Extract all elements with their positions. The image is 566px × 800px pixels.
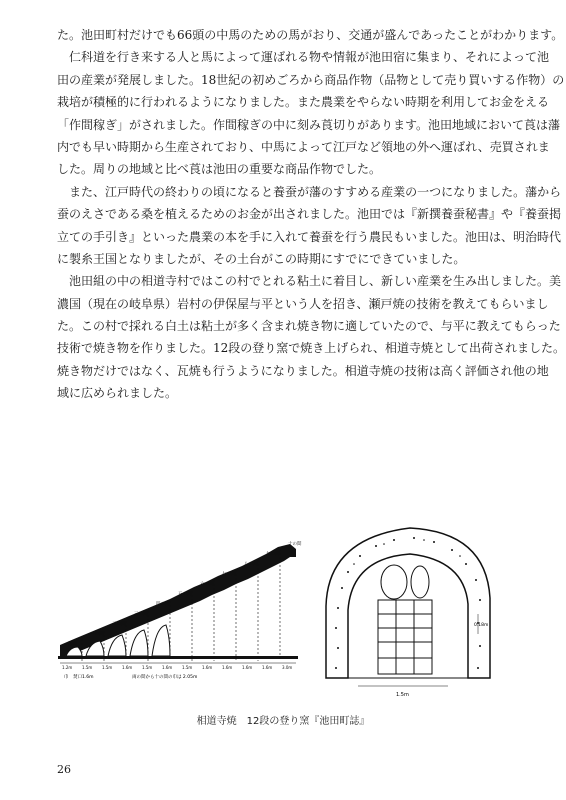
chamber-label: 八の間: [244, 562, 258, 567]
chamber-label: 十の間: [288, 542, 302, 547]
width-label: 1.5m: [102, 665, 113, 670]
width-label: 1.5m: [82, 665, 93, 670]
text-line: した。周りの地域と比べ莨は池田の重要な商品作物でした。: [57, 162, 382, 177]
text-line: 田の産業が発展しました。18世紀の初めごろから商品作物（品物として売り買いする作物）の: [57, 72, 565, 87]
width-label: 1.6m: [122, 665, 133, 670]
text-line: 内でも早い時期から生産されており、中馬によって江戸など領地の外へ運ばれ、売買されま: [57, 139, 550, 154]
chamber-label: 三の間: [134, 612, 148, 617]
chamber-label: 四の間: [156, 602, 170, 607]
kiln-footnote-left: 巾 焚口1.6m: [64, 675, 94, 680]
chamber-label: 二の間: [112, 622, 126, 627]
chamber-height-label: 0.18m: [474, 623, 489, 628]
chamber-label: 捨間: [68, 642, 77, 647]
page-number: 26: [57, 763, 71, 776]
text-line: た。池田町村だけでも66頭の中馬のための馬がおり、交通が盛んであったことがわかります。: [57, 28, 564, 42]
text-line: 「作間稼ぎ」がされました。作間稼ぎの中に刻み莨切りがあります。池田地域において莨は藩: [57, 117, 561, 132]
chamber-width-label: 1.5m: [396, 692, 409, 698]
width-label: 1.5m: [142, 665, 153, 670]
kiln-cross-section-figure: [52, 535, 310, 695]
text-line: 立ての手引き』といった農業の本を手に入れて養蚕を行う農民もいました。池田は、明治時代: [57, 229, 562, 244]
chamber-label: 五の間: [178, 592, 192, 597]
chamber-label: 七の間: [222, 572, 236, 577]
width-label: 1.2m: [62, 665, 73, 670]
chamber-label: 一の間: [90, 632, 104, 637]
figure-caption: 相道寺焼 12段の登り窯『池田町誌』: [196, 716, 370, 727]
text-line: 濃国（現在の岐阜県）岩村の伊保屋与平という人を招き、瀬戸焼の技術を教えてもらいまし: [57, 296, 549, 311]
width-label: 1.6m: [242, 665, 253, 670]
text-line: た。この村で採れる白土は粘土が多く含まれ焼き物に適していたので、与平に教えてもらった: [57, 319, 561, 334]
chamber-label: 九の間: [266, 552, 280, 557]
text-line: 域に広められました。: [57, 386, 178, 401]
text-line: 栽培が積極的に行われるようになりました。また農業をやらない時期を利用してお金をえる: [57, 95, 550, 110]
body-text: [57, 24, 565, 405]
kiln-footnote-mid: 両の間から十の間の巾は 2.05m: [132, 675, 198, 680]
width-label: 1.5m: [182, 665, 193, 670]
text-line: 焼き物だけではなく、瓦焼も行うようになりました。相道寺焼の技術は高く評価され他の地: [57, 363, 549, 378]
width-label: 1.6m: [222, 665, 233, 670]
width-label: 1.6m: [262, 665, 273, 670]
text-line: 技術で焼き物を作りました。12段の登り窯で焼き上げられ、相道寺焼として出荷されました。: [57, 341, 565, 356]
width-label: 1.6m: [162, 665, 173, 670]
text-line: 池田組の中の相道寺村ではこの村でとれる粘土に着目し、新しい産業を生み出しました。美: [57, 274, 562, 289]
width-label: 3.0m: [282, 665, 293, 670]
text-line: 蚕のえさである桑を植えるためのお金が出されました。池田では『新撰養蚕秘書』や『養蚕掲: [57, 207, 562, 222]
text-line: また、江戸時代の終わりの頃になると養蚕が藩のすすめる産業の一つになりました。藩から: [57, 184, 562, 199]
width-label: 1.6m: [202, 665, 213, 670]
chamber-label: 六の間: [200, 582, 214, 587]
text-line: 仁科道を行き来する人と馬によって運ばれる物や情報が池田宿に集まり、それによって池: [57, 50, 550, 65]
text-line: に製糸王国となりましたが、その土台がこの時期にすでにできていました。: [57, 251, 466, 266]
kiln-chamber-detail-figure: [318, 518, 498, 700]
